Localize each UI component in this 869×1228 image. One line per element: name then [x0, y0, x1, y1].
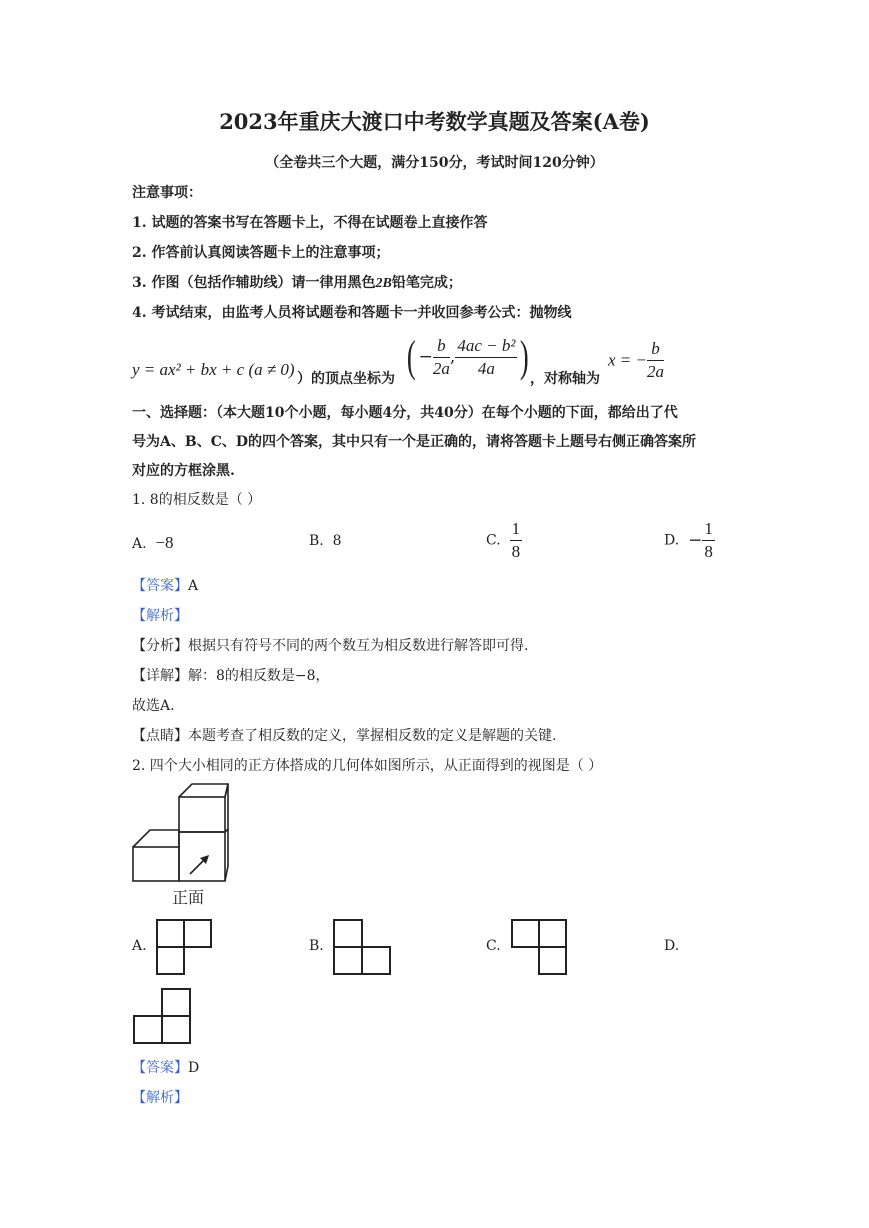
q2-stem: 2. 四个大小相同的正方体搭成的几何体如图所示，从正面得到的视图是（ ） [132, 758, 603, 774]
vertex-label: ）的顶点坐标为 [297, 371, 395, 387]
q1-xiangjie: 【详解】解：8的相反数是−8， [132, 668, 330, 684]
q2-option-d-label: D. [664, 938, 680, 954]
q1-option-c: C. $\frac{1}{8}$ [486, 519, 521, 561]
q1-answer: 【答案】A [132, 578, 199, 594]
section1-line-3: 对应的方框涂黑. [132, 463, 235, 479]
q2-option-b-label: B. [309, 938, 324, 954]
q2-option-a-figure [155, 918, 213, 976]
vertex-coordinate: ( − $\frac{b}{2a}$ , $\frac{\text{4ac − b²}}{4a}$ ) [406, 332, 530, 381]
q1-option-a: A. −8 [132, 533, 174, 552]
q2-option-c-label: C. [486, 938, 501, 954]
notice-heading: 注意事项： [132, 185, 202, 201]
q1-option-d: D. − $\frac{1}{8}$ [664, 519, 713, 561]
notice-item-4: 4. 考试结束，由监考人员将试题卷和答题卡一并收回参考公式：抛物线 [132, 305, 572, 321]
q2-answer: 【答案】D [132, 1060, 200, 1076]
notice-item-1: 1. 试题的答案书写在答题卡上，不得在试题卷上直接作答 [132, 215, 488, 231]
parabola-formula: y = ax² + bx + c (a ≠ 0) [132, 360, 295, 379]
q1-fenxi: 【分析】根据只有符号不同的两个数互为相反数进行解答即可得. [132, 638, 529, 654]
cube-stack-figure [130, 782, 232, 884]
notice-item-2: 2. 作答前认真阅读答题卡上的注意事项； [132, 245, 390, 261]
exam-info: （全卷共三个大题，满分150分，考试时间120分钟） [265, 155, 604, 171]
notice-item-3: 3. 作图（包括作辅助线）请一律用黑色2B铅笔完成； [132, 275, 462, 291]
q1-dianjing: 【点睛】本题考查了相反数的定义，掌握相反数的定义是解题的关键. [132, 728, 557, 744]
axis-formula: x = − $\frac{b}{2a}$ [608, 339, 664, 381]
q1-stem: 1. 8的相反数是（ ） [132, 492, 262, 508]
q2-analysis-tag: 【解析】 [132, 1090, 188, 1106]
section1-line-1: 一、选择题：（本大题10个小题，每小题4分，共40分）在每个小题的下面，都给出了代 [132, 405, 678, 421]
q2-option-a-label: A. [132, 938, 147, 954]
q2-option-b-figure [332, 918, 392, 976]
q2-option-d-figure [132, 987, 192, 1045]
q1-option-b: B. 8 [309, 533, 342, 549]
figure-label-front: 正面 [172, 888, 205, 907]
axis-label: ，对称轴为 [530, 371, 600, 387]
page-title: 2023年重庆大渡口中考数学真题及答案(A卷) [219, 109, 650, 134]
q1-analysis-tag: 【解析】 [132, 608, 188, 624]
q2-option-c-figure [510, 918, 568, 976]
section1-line-2: 号为A、B、C、D的四个答案，其中只有一个是正确的，请将答题卡上题号右侧正确答案所 [132, 434, 696, 450]
q1-conclusion: 故选A. [132, 698, 175, 714]
